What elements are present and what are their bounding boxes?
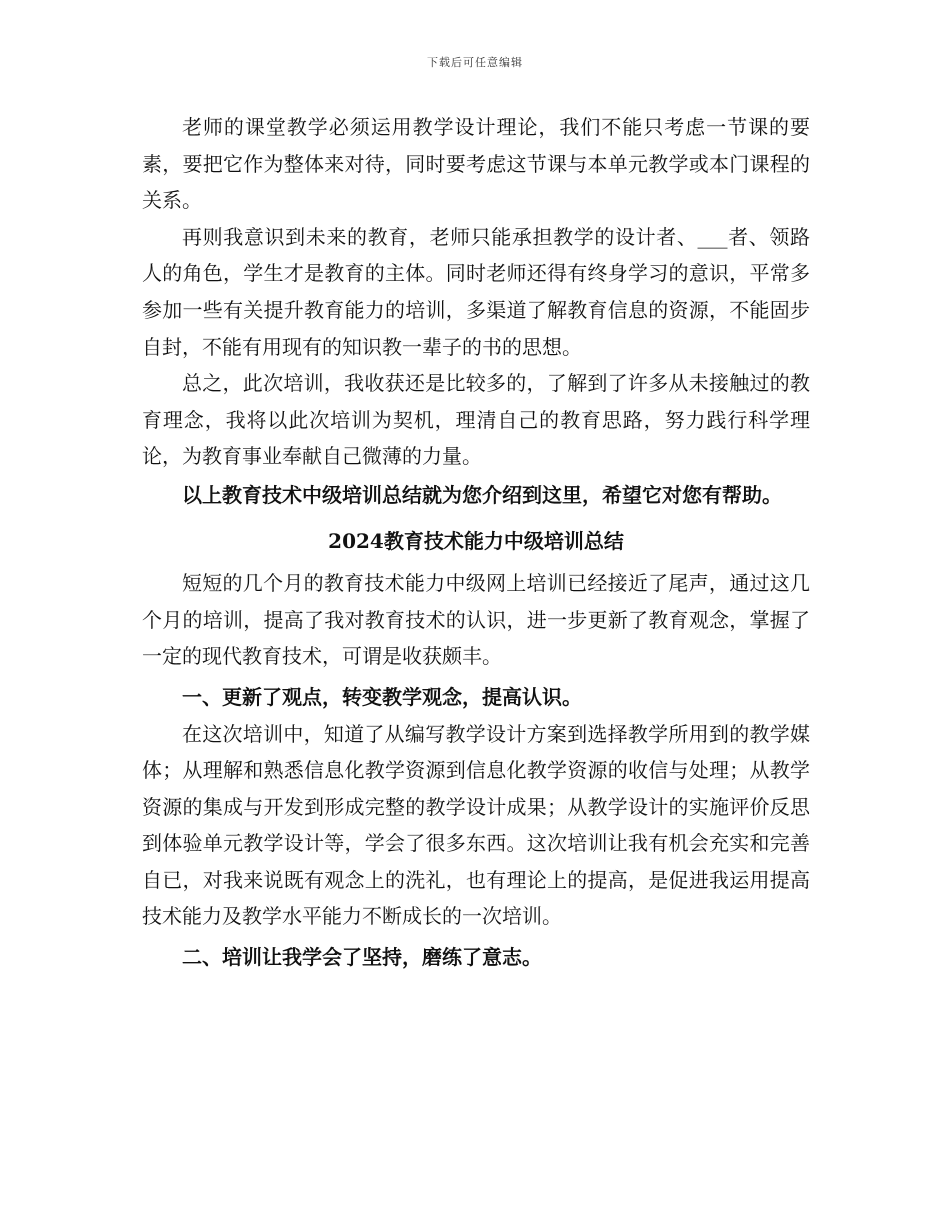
document-title: 2024教育技术能力中级培训总结: [328, 528, 624, 553]
paragraph-teacher-role: 再则我意识到未来的教育，老师只能承担教学的设计者、___者、领路人的角色，学生才是教育的主体。同时老师还得有终身学习的意识，平常多参加一些有关提升教育能力的培训，多渠道了解教育信息的资源，不能固步自封，不能有用现有的知识教一辈子的书的思想。: [142, 224, 810, 359]
paragraph-section-1: 在这次培训中，知道了从编写教学设计方案到选择教学所用到的教学媒体；从理解和熟悉信息化教学资源到信息化教学资源的收信与处理；从教学资源的集成与开发到形成完整的教学设计成果；从教学设计的实施评价反思到体验单元教学设计等，学会了很多东西。这次培训让我有机会充实和完善自已，对我来说既有观念上的洗礼，也有理论上的提高，是促进我运用提高技术能力及教学水平能力不断成长的一次培训。: [142, 721, 810, 929]
paragraph-intro: 短短的几个月的教育技术能力中级网上培训已经接近了尾声，通过这几个月的培训，提高了我对教育技术的认识，进一步更新了教育观念，掌握了一定的现代教育技术，可谓是收获颇丰。: [142, 571, 810, 669]
document-body: [142, 109, 810, 976]
section-heading-2: 二、培训让我学会了坚持，磨练了意志。: [182, 945, 542, 970]
closing-statement: 以上教育技术中级培训总结就为您介绍到这里，希望它对您有帮助。: [182, 482, 782, 507]
page-header: 下载后可任意编辑: [427, 56, 523, 69]
paragraph-summary: 总之，此次培训，我收获还是比较多的，了解到了许多从未接触过的教育理念，我将以此次培训为契机，理清自己的教育思路，努力践行科学理论，为教育事业奉献自己微薄的力量。: [142, 371, 810, 469]
section-heading-1: 一、更新了观点，转变教学观念，提高认识。: [182, 684, 582, 709]
paragraph-teaching-design: 老师的课堂教学必须运用教学设计理论，我们不能只考虑一节课的要素，要把它作为整体来对待，同时要考虑这节课与本单元教学或本门课程的关系。: [142, 115, 810, 213]
